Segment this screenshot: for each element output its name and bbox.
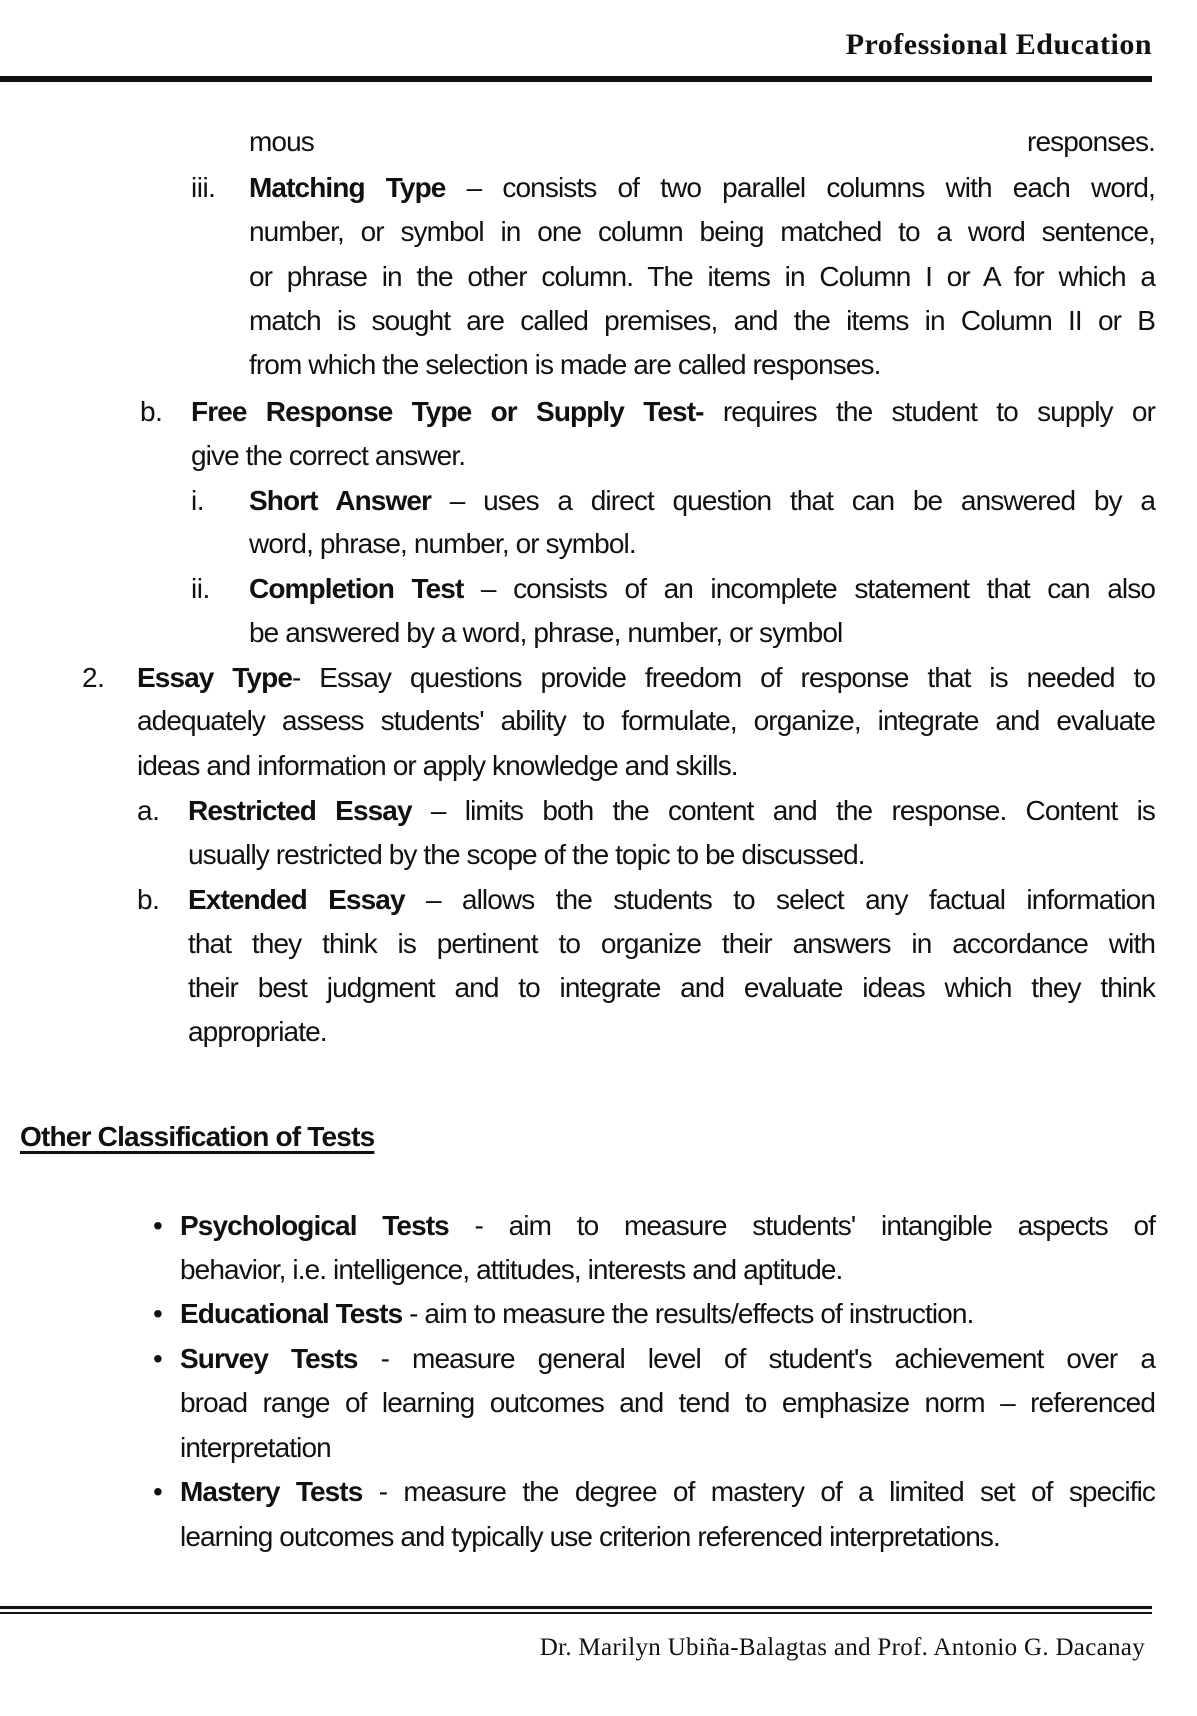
text-line: [180, 1341, 1155, 1377]
bullet-marker: •: [153, 1343, 163, 1374]
text-line: [249, 526, 1155, 562]
text-line: [249, 303, 1155, 339]
footer-rule-bottom: [0, 1612, 1152, 1614]
list-marker: b.: [140, 396, 163, 427]
line-text: - Essay questions provide freedom of response that is needed to: [292, 662, 1155, 693]
list-marker: 2.: [82, 662, 105, 693]
term: Completion Test: [249, 573, 464, 604]
line-text: – limits both the content and the response. Content is: [411, 795, 1155, 826]
term: Extended Essay: [188, 884, 405, 915]
list-marker: a.: [137, 795, 160, 826]
section-heading: Other Classification of Tests: [20, 1121, 375, 1152]
line-text: that they think is pertinent to organize their answers in accordance with: [188, 928, 1155, 959]
text-line: [180, 1252, 1155, 1288]
term: Psychological Tests: [180, 1210, 449, 1241]
line-text: appropriate.: [188, 1016, 327, 1047]
text-line: [137, 748, 1155, 784]
running-footer: Dr. Marilyn Ubiña-Balagtas and Prof. Antonio G. Dacanay: [539, 1634, 1145, 1661]
line-text: be answered by a word, phrase, number, or symbol: [249, 617, 843, 648]
line-text: – consists of two parallel columns with each word,: [445, 172, 1155, 203]
line-text: give the correct answer.: [191, 440, 466, 471]
text-line: [249, 347, 1155, 383]
text-line: [188, 882, 1155, 918]
text-line: [180, 1385, 1155, 1421]
term: Essay Type: [137, 662, 292, 693]
line-text: broad range of learning outcomes and tend to emphasize norm – referenced: [180, 1387, 1155, 1418]
text-line: [249, 571, 1155, 607]
text-line: [180, 1519, 1155, 1555]
line-text: – consists of an incomplete statement that can also: [463, 573, 1155, 604]
bullet-marker: •: [153, 1476, 163, 1507]
line-text: adequately assess students' ability to formulate, organize, integrate and evaluate: [137, 705, 1155, 736]
line-text: – uses a direct question that can be answered by a: [431, 485, 1155, 516]
line-text: requires the student to supply or: [703, 396, 1155, 427]
term: Matching Type: [249, 172, 446, 203]
header-rule: [0, 76, 1152, 82]
text-line: [191, 394, 1155, 430]
line-text: - aim to measure the results/effects of instruction.: [402, 1298, 974, 1329]
term: Educational Tests: [180, 1298, 403, 1329]
line-text: their best judgment and to integrate and evaluate ideas which they think: [188, 972, 1155, 1003]
text-line: [188, 1014, 1155, 1050]
line-text: - measure the degree of mastery of a limited set of specific: [362, 1476, 1156, 1507]
line-text: – allows the students to select any factual information: [404, 884, 1156, 915]
text-line: [180, 1296, 1155, 1332]
line-text: from which the selection is made are called responses.: [249, 349, 881, 380]
text-line: [188, 926, 1155, 962]
footer-rule-top: [0, 1606, 1152, 1609]
term: Free Response Type or Supply Test-: [191, 396, 704, 427]
line-text: - aim to measure students' intangible aspects of: [448, 1210, 1155, 1241]
term: Mastery Tests: [180, 1476, 363, 1507]
term: Restricted Essay: [188, 795, 412, 826]
bullet-marker: •: [153, 1298, 163, 1329]
running-header: Professional Education: [845, 28, 1152, 61]
bullet-marker: •: [153, 1210, 163, 1241]
list-marker: ii.: [191, 573, 210, 604]
text-line: [188, 837, 1155, 873]
list-marker: i.: [191, 485, 204, 516]
text-line: [180, 1208, 1155, 1244]
text-line: [249, 259, 1155, 295]
line-text: word, phrase, number, or symbol.: [249, 528, 636, 559]
line-text: number, or symbol in one column being matched to a word sentence,: [249, 216, 1155, 247]
line-text: match is sought are called premises, and the items in Column II or B: [249, 305, 1155, 336]
term: Survey Tests: [180, 1343, 358, 1374]
term: Short Answer: [249, 485, 432, 516]
line-text: mous responses.: [249, 126, 1155, 157]
text-line: [249, 615, 1155, 651]
text-line: [249, 124, 1155, 160]
line-text: interpretation: [180, 1432, 331, 1463]
line-text: behavior, i.e. intelligence, attitudes, interests and aptitude.: [180, 1254, 843, 1285]
text-line: [137, 660, 1155, 696]
line-text: or phrase in the other column. The items in Column I or A for which a: [249, 261, 1155, 292]
text-line: [180, 1430, 1155, 1466]
text-line: [249, 483, 1155, 519]
text-line: [188, 793, 1155, 829]
line-text: ideas and information or apply knowledge and skills.: [137, 750, 738, 781]
text-line: [249, 170, 1155, 206]
line-text: usually restricted by the scope of the topic to be discussed.: [188, 839, 865, 870]
list-marker: b.: [137, 884, 160, 915]
line-text: learning outcomes and typically use criterion referenced interpretations.: [180, 1521, 1000, 1552]
list-marker: iii.: [191, 172, 216, 203]
text-line: [188, 970, 1155, 1006]
text-line: [191, 438, 1155, 474]
text-line: [180, 1474, 1155, 1510]
text-line: [137, 703, 1155, 739]
line-text: - measure general level of student's achievement over a: [357, 1343, 1155, 1374]
text-line: [249, 214, 1155, 250]
